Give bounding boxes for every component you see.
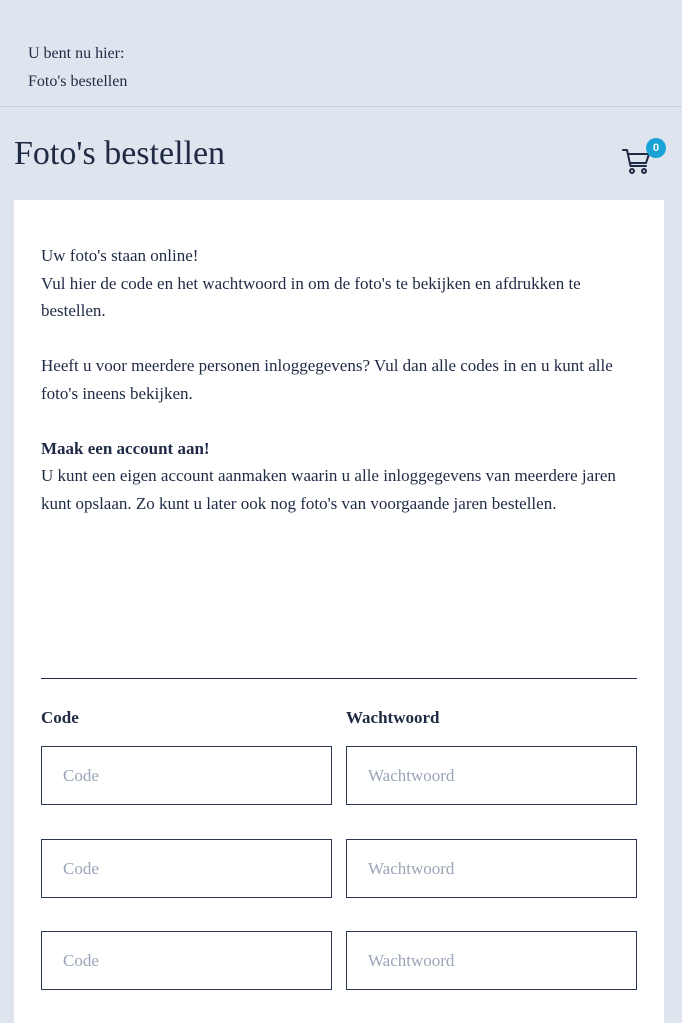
password-column-label: Wachtwoord xyxy=(346,708,440,727)
code-input-1[interactable] xyxy=(41,746,332,805)
intro-text xyxy=(41,242,637,545)
code-column-label: Code xyxy=(41,708,79,727)
breadcrumb-current: Foto's bestellen xyxy=(28,73,128,90)
password-input-3[interactable] xyxy=(346,931,637,990)
breadcrumb-prefix: U bent nu hier: xyxy=(28,45,125,62)
code-input-3[interactable] xyxy=(41,931,332,990)
breadcrumb xyxy=(0,0,682,107)
cart-count-badge: 0 xyxy=(646,138,666,158)
page-header xyxy=(0,107,682,200)
page-title: Foto's bestellen xyxy=(14,135,226,172)
cart-button[interactable] xyxy=(620,137,668,181)
password-input-2[interactable] xyxy=(346,839,637,898)
login-card xyxy=(14,200,664,1023)
password-input-1[interactable] xyxy=(346,746,637,805)
account-text: U kunt een eigen account aanmaken waarin u alle inloggegevens van meerdere jaren kunt opslaan. Zo kunt u later ook nog foto's van voorgaande jaren bestellen. xyxy=(41,466,616,513)
intro-line-2: Vul hier de code en het wachtwoord in om de foto's te bekijken en afdrukken te bestellen. xyxy=(41,273,581,320)
code-input-2[interactable] xyxy=(41,839,332,898)
intro-paragraph-3 xyxy=(41,435,637,518)
account-heading: Maak een account aan! xyxy=(41,438,210,458)
intro-paragraph-1 xyxy=(41,242,637,325)
divider xyxy=(41,678,637,679)
intro-line-1: Uw foto's staan online! xyxy=(41,246,199,265)
intro-paragraph-2: Heeft u voor meerdere personen inloggegevens? Vul dan alle codes in en u kunt alle foto's ineens bekijken. xyxy=(41,356,613,403)
